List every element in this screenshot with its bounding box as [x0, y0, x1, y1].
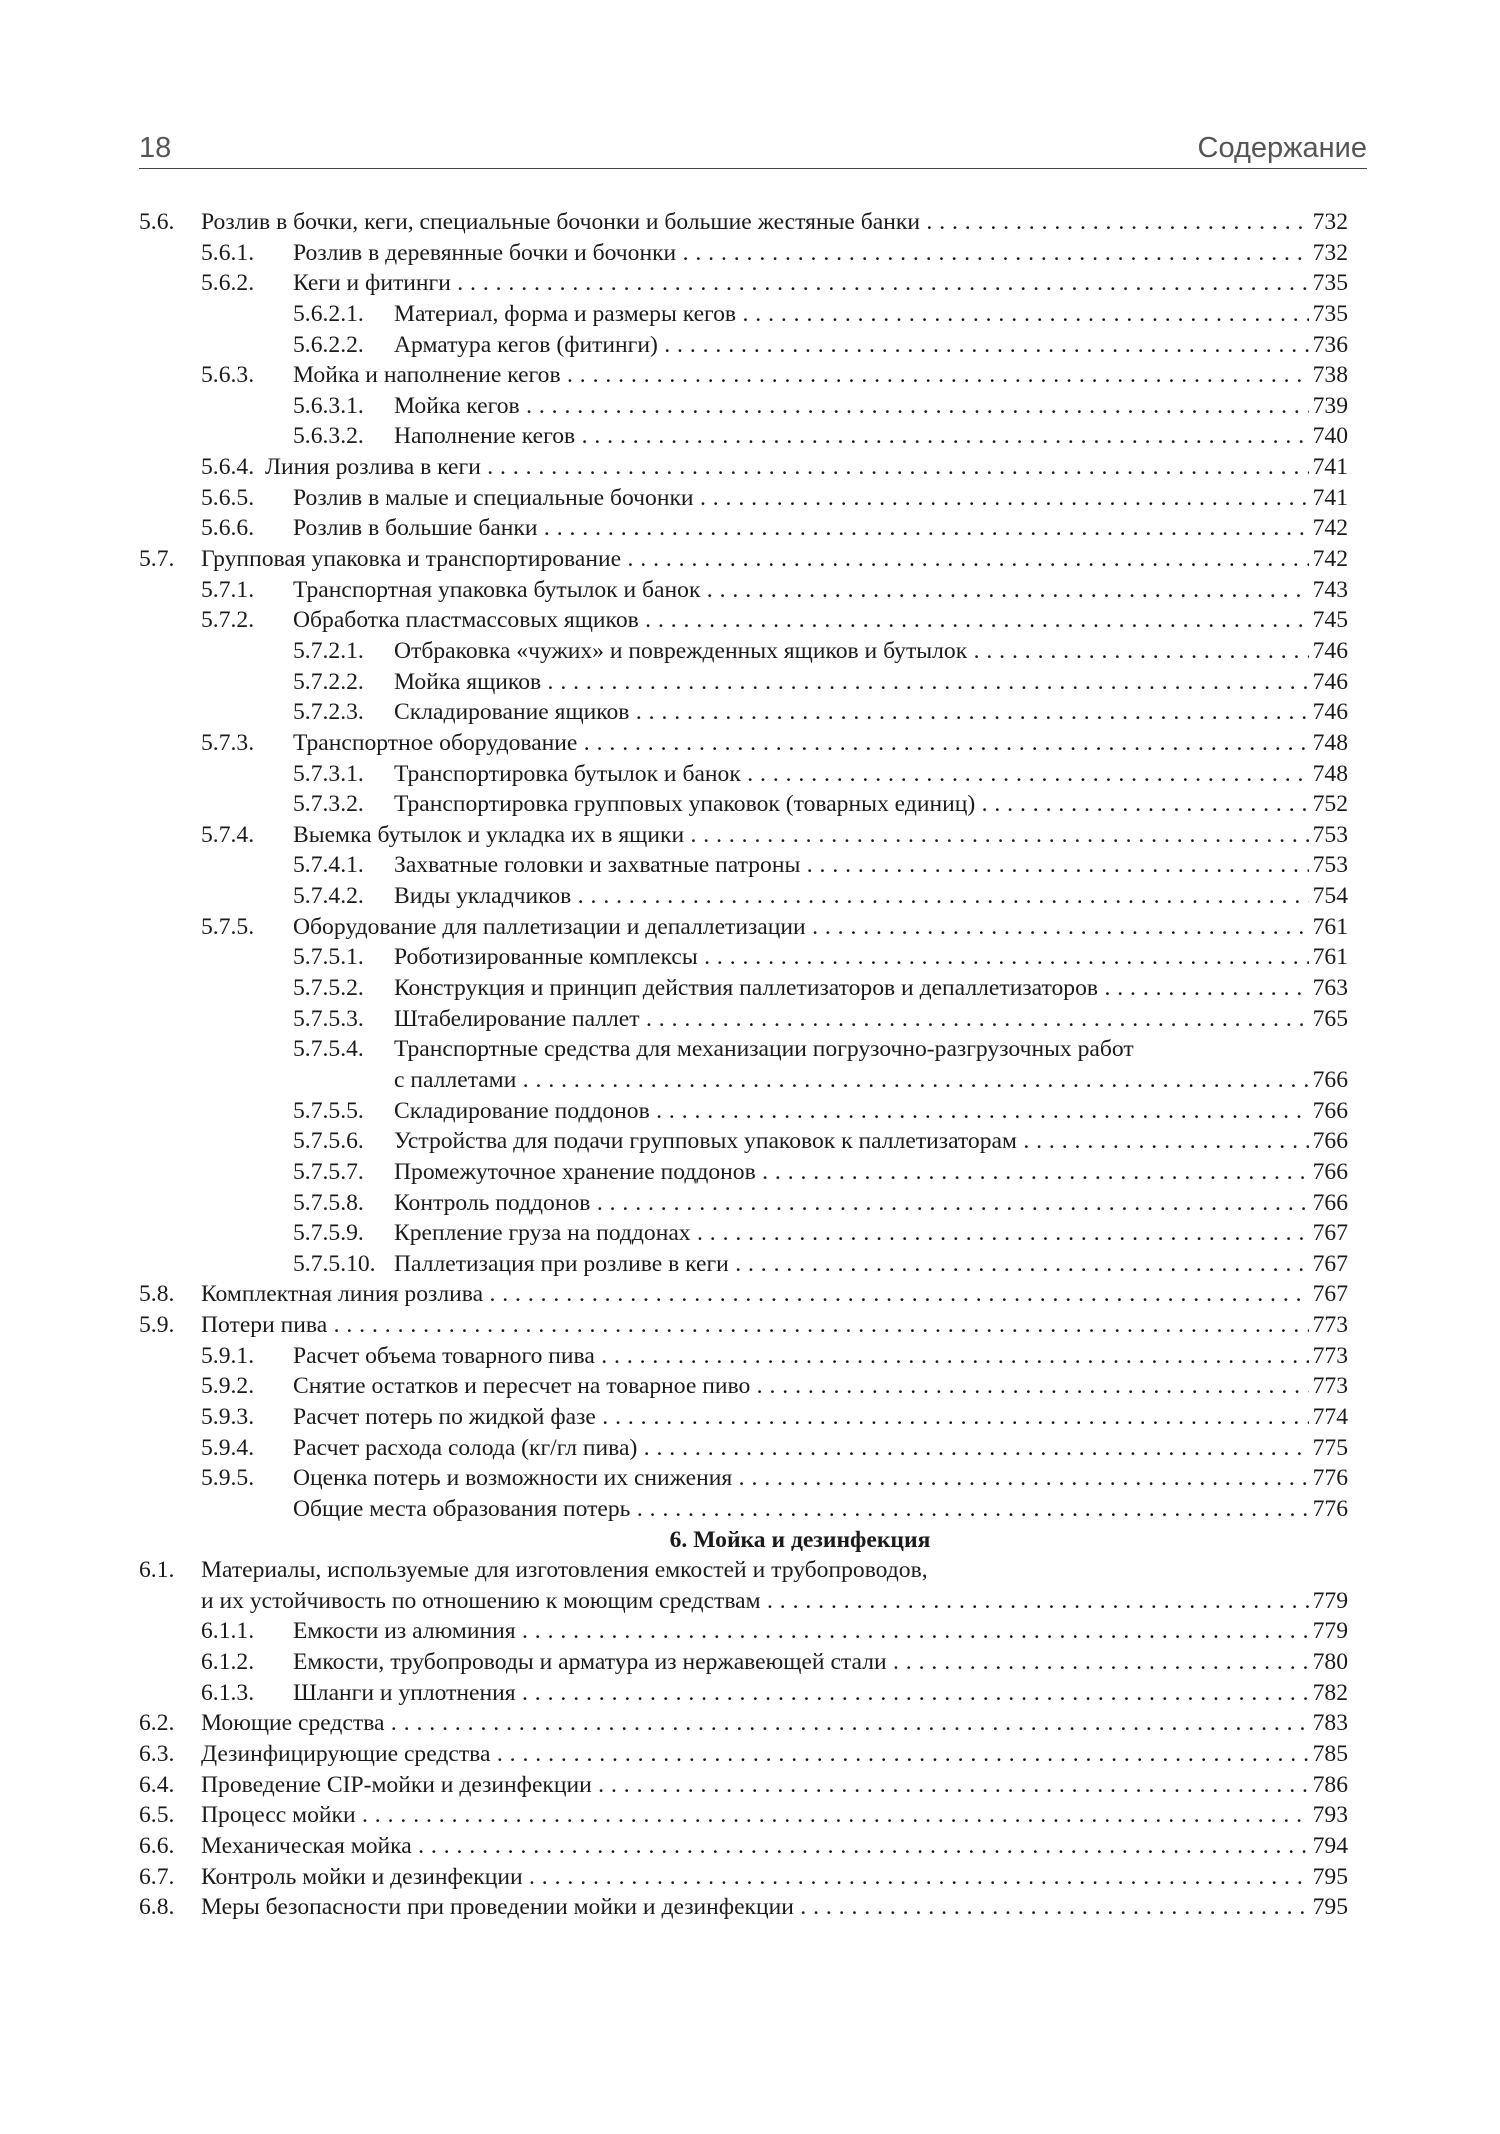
- toc-title: Мойка ящиков . . .: [394, 667, 1348, 698]
- toc-page: 795: [1309, 1892, 1348, 1923]
- toc-page: 739: [1309, 391, 1348, 422]
- toc-title: Потери пива . . .: [201, 1310, 1348, 1341]
- toc-number: 5.7.5.6.: [293, 1128, 364, 1155]
- toc-entry[interactable]: [0, 1157, 1500, 1188]
- toc-page: 776: [1309, 1463, 1348, 1494]
- toc-entry[interactable]: [0, 1371, 1500, 1402]
- toc-title: Роботизированные комплексы . . .: [394, 942, 1348, 973]
- toc-number: 5.7.5.10.: [293, 1250, 376, 1277]
- toc-number: 5.7.4.2.: [293, 883, 364, 910]
- toc-page: 785: [1309, 1739, 1348, 1770]
- toc-entry[interactable]: [0, 1647, 1500, 1678]
- toc-page: 740: [1309, 421, 1348, 452]
- chapter-heading[interactable]: 6. Мойка и дезинфекция: [669, 1526, 931, 1553]
- toc-title: Паллетизация при розливе в кеги . . .: [394, 1249, 1348, 1280]
- toc-number: 5.7.4.: [201, 821, 255, 848]
- toc-entry[interactable]: [0, 544, 1500, 575]
- toc-number: 5.9.4.: [201, 1434, 255, 1461]
- toc-title: Кеги и фитинги . . .: [293, 268, 1348, 299]
- toc-number: 5.9.1.: [201, 1342, 255, 1369]
- toc-number: 5.7.3.2.: [293, 791, 364, 818]
- toc-page: 753: [1309, 850, 1348, 881]
- toc-number: 5.6.: [139, 209, 175, 235]
- toc-number: 5.7.2.: [201, 607, 255, 634]
- toc-page: 774: [1309, 1402, 1348, 1433]
- toc-title: Розлив в малые и специальные бочонки . . .: [293, 483, 1348, 514]
- toc-entry[interactable]: [0, 942, 1500, 973]
- toc-entry[interactable]: [0, 1739, 1500, 1770]
- toc-number: 5.7.5.4.: [293, 1036, 364, 1063]
- toc-title: Дезинфицирующие средства . . .: [201, 1739, 1348, 1770]
- toc-page: 776: [1309, 1494, 1348, 1525]
- toc-title: Выемка бутылок и укладка их в ящики . . .: [293, 820, 1348, 851]
- toc-title: с паллетами . . .: [394, 1065, 1348, 1096]
- toc-number: 5.7.3.: [201, 729, 255, 756]
- toc-entry[interactable]: [0, 1555, 1500, 1586]
- toc-page: 765: [1309, 1004, 1348, 1035]
- toc-number: 6.7.: [139, 1863, 175, 1890]
- toc-number: 5.6.2.: [201, 270, 255, 297]
- toc-title: Транспортное оборудование . . .: [293, 728, 1348, 759]
- toc-page: 766: [1309, 1188, 1348, 1219]
- toc-title: Моющие средства . . .: [201, 1708, 1348, 1739]
- toc-number: 5.9.5.: [201, 1465, 255, 1492]
- toc-page: 746: [1309, 697, 1348, 728]
- toc-page: 775: [1309, 1433, 1348, 1464]
- toc-number: 6.1.2.: [201, 1649, 255, 1676]
- toc-number: 6.4.: [139, 1771, 175, 1798]
- toc-page: 780: [1309, 1647, 1348, 1678]
- toc-page: 761: [1309, 942, 1348, 973]
- toc-number: 5.7.2.2.: [293, 668, 364, 695]
- toc-title: Промежуточное хранение поддонов . . .: [394, 1157, 1348, 1188]
- toc-entry[interactable]: [0, 268, 1500, 299]
- toc-number: 5.7.4.1.: [293, 852, 364, 879]
- toc-number: 5.7.5.2.: [293, 975, 364, 1002]
- toc-title: Транспортировка бутылок и банок . . .: [394, 759, 1348, 790]
- toc-page: 767: [1309, 1249, 1348, 1280]
- toc-number: 5.9.: [139, 1312, 175, 1339]
- toc-entry[interactable]: [0, 360, 1500, 391]
- toc-number: 5.7.2.1.: [293, 637, 364, 664]
- toc-title: Оценка потерь и возможности их снижения . . .: [293, 1463, 1348, 1494]
- toc-number: 5.7.5.3.: [293, 1005, 364, 1032]
- toc-page: 748: [1309, 759, 1348, 790]
- page-number: 18: [139, 132, 172, 164]
- toc-title: Захватные головки и захватные патроны . . .: [394, 850, 1348, 881]
- toc-title: Процесс мойки . . .: [201, 1800, 1348, 1831]
- toc-entry[interactable]: [0, 1402, 1500, 1433]
- toc-page: 766: [1309, 1126, 1348, 1157]
- toc-number: 5.6.5.: [201, 484, 255, 511]
- toc-number: 5.9.2.: [201, 1373, 255, 1400]
- toc-entry[interactable]: [0, 1862, 1500, 1893]
- toc-entry[interactable]: [0, 850, 1500, 881]
- toc-entry[interactable]: [0, 1831, 1500, 1862]
- toc-title: Механическая мойка . . .: [201, 1831, 1348, 1862]
- toc-title: Меры безопасности при проведении мойки и дезинфекции . . .: [201, 1892, 1348, 1923]
- toc-page: 735: [1309, 268, 1348, 299]
- toc-page: 741: [1309, 452, 1348, 483]
- toc-number: 5.7.5.7.: [293, 1158, 364, 1185]
- toc-entry[interactable]: [0, 330, 1500, 361]
- toc-number: 6.1.: [139, 1557, 175, 1584]
- toc-entry[interactable]: [0, 697, 1500, 728]
- toc-page: 745: [1309, 605, 1348, 636]
- toc-title: Проведение CIP-мойки и дезинфекции . . .: [201, 1770, 1348, 1801]
- toc-title: Транспортные средства для механизации погрузочно-разгрузочных работ: [394, 1036, 1134, 1063]
- toc-number: 5.7.: [139, 546, 175, 573]
- toc-page: 793: [1309, 1800, 1348, 1831]
- toc-page: 738: [1309, 360, 1348, 391]
- toc-entry[interactable]: [0, 789, 1500, 820]
- toc-entry[interactable]: [0, 1249, 1500, 1280]
- toc-page: 783: [1309, 1708, 1348, 1739]
- toc-title: Обработка пластмассовых ящиков . . .: [293, 605, 1348, 636]
- toc-page: 748: [1309, 728, 1348, 759]
- table-of-contents: [0, 207, 1500, 1923]
- toc-title: Розлив в бочки, кеги, специальные бочонки и большие жестяные банки . . .: [201, 207, 1348, 238]
- toc-page: 746: [1309, 636, 1348, 667]
- toc-entry[interactable]: [0, 1463, 1500, 1494]
- toc-title: Транспортировка групповых упаковок (товарных единиц) . . .: [394, 789, 1348, 820]
- toc-page: 766: [1309, 1157, 1348, 1188]
- toc-page: 743: [1309, 575, 1348, 606]
- toc-title: Штабелирование паллет . . .: [394, 1004, 1348, 1035]
- toc-entry[interactable]: [0, 1034, 1500, 1065]
- toc-entry[interactable]: [0, 1708, 1500, 1739]
- toc-title: Складирование ящиков . . .: [394, 697, 1348, 728]
- toc-title: Расчет объема товарного пива . . .: [293, 1341, 1348, 1372]
- toc-entry[interactable]: [0, 636, 1500, 667]
- toc-entry[interactable]: [0, 1678, 1500, 1709]
- toc-title: Транспортная упаковка бутылок и банок . . .: [293, 575, 1348, 606]
- toc-entry-continuation[interactable]: [0, 1065, 1500, 1096]
- toc-number: 6.1.3.: [201, 1679, 255, 1706]
- toc-title: Арматура кегов (фитинги) . . .: [394, 330, 1348, 361]
- toc-entry[interactable]: [0, 1341, 1500, 1372]
- toc-page: 742: [1309, 544, 1348, 575]
- toc-number: 5.6.3.1.: [293, 392, 364, 419]
- toc-title: Комплектная линия розлива . . .: [201, 1279, 1348, 1310]
- toc-title: Шланги и уплотнения . . .: [293, 1678, 1348, 1709]
- toc-title: Виды укладчиков . . .: [394, 881, 1348, 912]
- toc-entry[interactable]: [0, 1892, 1500, 1923]
- toc-entry[interactable]: [0, 452, 1500, 483]
- toc-title: Розлив в деревянные бочки и бочонки . . .: [293, 238, 1348, 269]
- toc-page: 732: [1309, 207, 1348, 238]
- toc-page: 794: [1309, 1831, 1348, 1862]
- toc-entry[interactable]: [0, 1310, 1500, 1341]
- toc-page: 773: [1309, 1371, 1348, 1402]
- toc-number: 6.1.1.: [201, 1618, 255, 1645]
- toc-title: Общие места образования потерь . . .: [293, 1494, 1348, 1525]
- toc-title: Складирование поддонов . . .: [394, 1096, 1348, 1127]
- toc-page: 741: [1309, 483, 1348, 514]
- toc-entry[interactable]: [0, 820, 1500, 851]
- toc-entry[interactable]: [0, 207, 1500, 238]
- toc-number: 5.6.3.2.: [293, 423, 364, 450]
- toc-number: 6.8.: [139, 1894, 175, 1921]
- toc-number: 5.8.: [139, 1281, 175, 1308]
- running-title: Содержание: [1197, 132, 1367, 164]
- toc-title: Емкости, трубопроводы и арматура из нержавеющей стали . . .: [293, 1647, 1348, 1678]
- toc-number: 5.6.1.: [201, 239, 255, 266]
- toc-page: 761: [1309, 912, 1348, 943]
- toc-title: Мойка кегов . . .: [394, 391, 1348, 422]
- toc-title: и их устойчивость по отношению к моющим средствам . . .: [201, 1586, 1348, 1617]
- toc-entry[interactable]: [0, 299, 1500, 330]
- toc-page: 752: [1309, 789, 1348, 820]
- toc-page: 773: [1309, 1341, 1348, 1372]
- toc-number: 5.6.2.1.: [293, 300, 364, 327]
- toc-number: 5.7.1.: [201, 576, 255, 603]
- toc-entry[interactable]: [0, 881, 1500, 912]
- toc-entry[interactable]: [0, 1126, 1500, 1157]
- toc-entry[interactable]: [0, 483, 1500, 514]
- toc-entry[interactable]: [0, 759, 1500, 790]
- toc-page: 779: [1309, 1616, 1348, 1647]
- toc-title: Снятие остатков и пересчет на товарное пиво . . .: [293, 1371, 1348, 1402]
- toc-number: 5.7.3.1.: [293, 760, 364, 787]
- toc-number: 5.7.5.1.: [293, 944, 364, 971]
- toc-entry[interactable]: [0, 1279, 1500, 1310]
- toc-number: 5.6.3.: [201, 362, 255, 389]
- toc-title: Материалы, используемые для изготовления емкостей и трубопроводов,: [201, 1557, 928, 1584]
- toc-page: 763: [1309, 973, 1348, 1004]
- toc-page: 786: [1309, 1770, 1348, 1801]
- toc-entry[interactable]: [0, 1096, 1500, 1127]
- toc-title: Мойка и наполнение кегов . . .: [293, 360, 1348, 391]
- toc-title: Наполнение кегов . . .: [394, 421, 1348, 452]
- toc-title: Расчет расхода солода (кг/гл пива) . . .: [293, 1433, 1348, 1464]
- toc-page: 795: [1309, 1862, 1348, 1893]
- toc-page: 779: [1309, 1586, 1348, 1617]
- toc-page: 753: [1309, 820, 1348, 851]
- running-header: [139, 130, 1367, 169]
- toc-page: 773: [1309, 1310, 1348, 1341]
- toc-page: 767: [1309, 1218, 1348, 1249]
- toc-title: Отбраковка «чужих» и поврежденных ящиков и бутылок . . .: [394, 636, 1348, 667]
- toc-page: 767: [1309, 1279, 1348, 1310]
- toc-entry[interactable]: [0, 728, 1500, 759]
- toc-entry[interactable]: [0, 1218, 1500, 1249]
- toc-entry[interactable]: [0, 1800, 1500, 1831]
- toc-entry[interactable]: [0, 912, 1500, 943]
- toc-number: 6.5.: [139, 1802, 175, 1829]
- toc-entry[interactable]: [0, 605, 1500, 636]
- toc-number: 5.9.3.: [201, 1403, 255, 1430]
- toc-number: 6.6.: [139, 1832, 175, 1859]
- toc-page: 746: [1309, 667, 1348, 698]
- toc-title: Оборудование для паллетизации и депаллетизации . . .: [293, 912, 1348, 943]
- toc-entry-continuation[interactable]: [0, 1586, 1500, 1617]
- toc-page: 766: [1309, 1065, 1348, 1096]
- toc-entry[interactable]: [0, 1433, 1500, 1464]
- toc-number: 5.7.5.5.: [293, 1097, 364, 1124]
- toc-entry[interactable]: [0, 1494, 1500, 1525]
- toc-title: Устройства для подачи групповых упаковок к паллетизаторам . . .: [394, 1126, 1348, 1157]
- toc-title: Розлив в большие банки . . .: [293, 513, 1348, 544]
- toc-number: 5.7.5.: [201, 913, 255, 940]
- toc-number: 5.7.5.9.: [293, 1220, 364, 1247]
- toc-entry[interactable]: [0, 1004, 1500, 1035]
- toc-entry[interactable]: [0, 421, 1500, 452]
- toc-number: 5.6.4.: [201, 454, 255, 481]
- toc-title: Линия розлива в кеги . . .: [265, 452, 1348, 483]
- toc-title: Контроль поддонов . . .: [394, 1188, 1348, 1219]
- toc-entry[interactable]: [0, 1616, 1500, 1647]
- toc-entry[interactable]: [0, 667, 1500, 698]
- toc-title: Групповая упаковка и транспортирование . . .: [201, 544, 1348, 575]
- toc-title: Крепление груза на поддонах . . .: [394, 1218, 1348, 1249]
- toc-number: 5.6.2.2.: [293, 331, 364, 358]
- toc-number: 5.7.5.8.: [293, 1189, 364, 1216]
- toc-entry[interactable]: [0, 513, 1500, 544]
- toc-number: 6.2.: [139, 1710, 175, 1737]
- toc-entry[interactable]: [0, 973, 1500, 1004]
- toc-number: 5.6.6.: [201, 515, 255, 542]
- toc-title: Расчет потерь по жидкой фазе . . .: [293, 1402, 1348, 1433]
- toc-number: 5.7.2.3.: [293, 699, 364, 726]
- toc-number: 6.3.: [139, 1741, 175, 1768]
- toc-entry[interactable]: [0, 1770, 1500, 1801]
- toc-page: 782: [1309, 1678, 1348, 1709]
- toc-entry[interactable]: [0, 391, 1500, 422]
- toc-title: Конструкция и принцип действия паллетизаторов и депаллетизаторов . . .: [394, 973, 1348, 1004]
- toc-page: 735: [1309, 299, 1348, 330]
- toc-title: Емкости из алюминия . . .: [293, 1616, 1348, 1647]
- toc-page: 736: [1309, 330, 1348, 361]
- toc-page: 742: [1309, 513, 1348, 544]
- toc-entry[interactable]: [0, 575, 1500, 606]
- toc-page: 754: [1309, 881, 1348, 912]
- toc-entry[interactable]: [0, 1188, 1500, 1219]
- toc-title: Контроль мойки и дезинфекции . . .: [201, 1862, 1348, 1893]
- toc-page: 732: [1309, 238, 1348, 269]
- toc-entry[interactable]: [0, 238, 1500, 269]
- toc-title: Материал, форма и размеры кегов . . .: [394, 299, 1348, 330]
- toc-page: 766: [1309, 1096, 1348, 1127]
